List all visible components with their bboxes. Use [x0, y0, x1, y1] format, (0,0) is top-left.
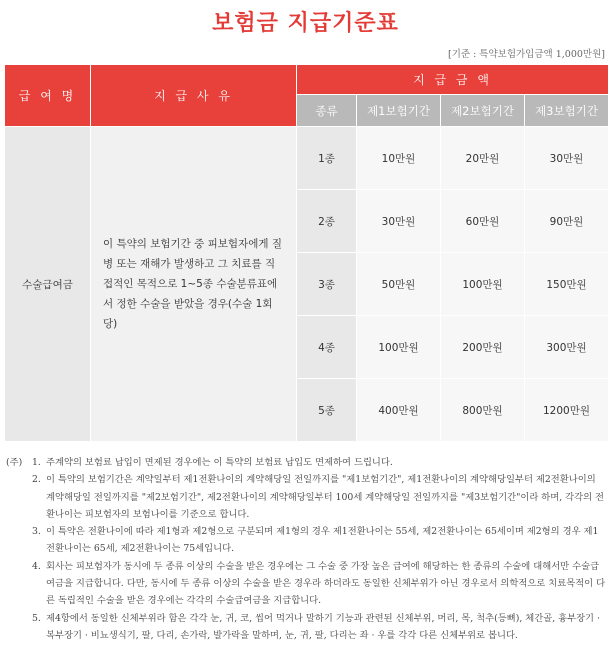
amount-cell: 400만원: [357, 379, 441, 442]
footnote-number: 3.: [32, 526, 41, 538]
footnote-text: 주계약의 보험료 납입이 면제된 경우에는 이 특약의 보험료 납입도 면제하여 드립니다.: [46, 457, 393, 468]
amount-cell: 100만원: [357, 316, 441, 379]
footnote-number: 5.: [32, 612, 41, 624]
amount-cell: 50만원: [357, 253, 441, 316]
amount-cell: 1200만원: [525, 379, 609, 442]
amount-cell: 90만원: [525, 190, 609, 253]
footnote-item: [6, 454, 606, 471]
table-row: [5, 127, 609, 190]
footnote-item: [6, 471, 606, 523]
header-period3: 제3보험기간: [525, 95, 609, 127]
footnote-mark: (주): [6, 457, 23, 468]
page-title: 보험금 지급기준표: [212, 11, 399, 36]
amount-cell: 150만원: [525, 253, 609, 316]
header-amount: 지 급 금 액: [297, 65, 609, 95]
amount-cell: 200만원: [441, 316, 525, 379]
footnote-item: [6, 523, 606, 558]
footnotes: [6, 454, 606, 644]
header-benefit-name: 급 여 명: [5, 65, 91, 127]
type-cell: 1종: [297, 127, 357, 190]
type-cell: 2종: [297, 190, 357, 253]
type-cell: 3종: [297, 253, 357, 316]
payment-standard-table: [4, 64, 609, 442]
amount-cell: 20만원: [441, 127, 525, 190]
benefit-name-cell: 수술급여금: [5, 127, 91, 442]
type-cell: 4종: [297, 316, 357, 379]
header-reason: 지 급 사 유: [91, 65, 297, 127]
footnote-number: 4.: [32, 560, 41, 572]
amount-cell: 30만원: [525, 127, 609, 190]
header-type: 종류: [297, 95, 357, 127]
footnote-text: 이 특약은 전환나이에 따라 제1형과 제2형으로 구분되며 제1형의 경우 제1전환나이는 55세, 제2전환나이는 65세이며 제2형의 경우 제1전환나이는 65세, 제2전환나이는 75세입니다.: [46, 526, 599, 555]
type-cell: 5종: [297, 379, 357, 442]
reason-cell: 이 특약의 보험기간 중 피보험자에게 질병 또는 재해가 발생하고 그 치료를 직접적인 목적으로 1~5종 수술분류표에서 정한 수술을 받았을 경우(수술 1회당): [91, 127, 297, 442]
footnote-number: 2.: [32, 474, 41, 486]
amount-cell: 800만원: [441, 379, 525, 442]
basis-note: [기준 : 특약보험가입금액 1,000만원]: [448, 49, 605, 60]
footnote-number: 1.: [32, 457, 41, 468]
amount-cell: 10만원: [357, 127, 441, 190]
amount-cell: 300만원: [525, 316, 609, 379]
header-period1: 제1보험기간: [357, 95, 441, 127]
amount-cell: 100만원: [441, 253, 525, 316]
amount-cell: 30만원: [357, 190, 441, 253]
footnote-text: 이 특약의 보험기간은 계약일부터 제1전환나이의 계약해당일 전일까지를 "제1보험기간", 제1전환나이의 계약해당일부터 제2전환나이의 계약해당일 전일까지를 "제2보험기간", 제2전환나이의 계약해당일부터 100세 계약해당일 전일까지를 "제3보험기간"이라 하며, 각각의 전환나이는 피보험자의 보험나이를 기준으로 합니다.: [46, 474, 605, 520]
header-period2: 제2보험기간: [441, 95, 525, 127]
amount-cell: 60만원: [441, 190, 525, 253]
footnote-text: 제4항에서 동일한 신체부위라 함은 각각 눈, 귀, 코, 씹어 먹거나 말하기 기능과 관련된 신체부위, 머리, 목, 척추(등뼈), 체간골, 흉부장기 · 복부장기 · 비뇨생식기, 팔, 다리, 손가락, 발가락을 말하며, 눈, 귀, 팔, 다리는 좌 · 우를 각각 다른 신체부위로 봅니다.: [46, 612, 600, 641]
footnote-text: 회사는 피보험자가 동시에 두 종류 이상의 수술을 받은 경우에는 그 수술 중 가장 높은 급여에 해당하는 한 종류의 수술에 대해서만 수술급여금을 지급합니다. 다만, 동시에 두 종류 이상의 수술을 받은 경우라 하더라도 동일한 신체부위가 아닌 경우로서 의학적으로 치료목적이 다른 독립적인 수술을 받은 경우에는 각각의 수술급여금을 지급합니다.: [46, 560, 606, 607]
footnote-item: [6, 610, 606, 645]
footnote-item: [6, 558, 606, 610]
